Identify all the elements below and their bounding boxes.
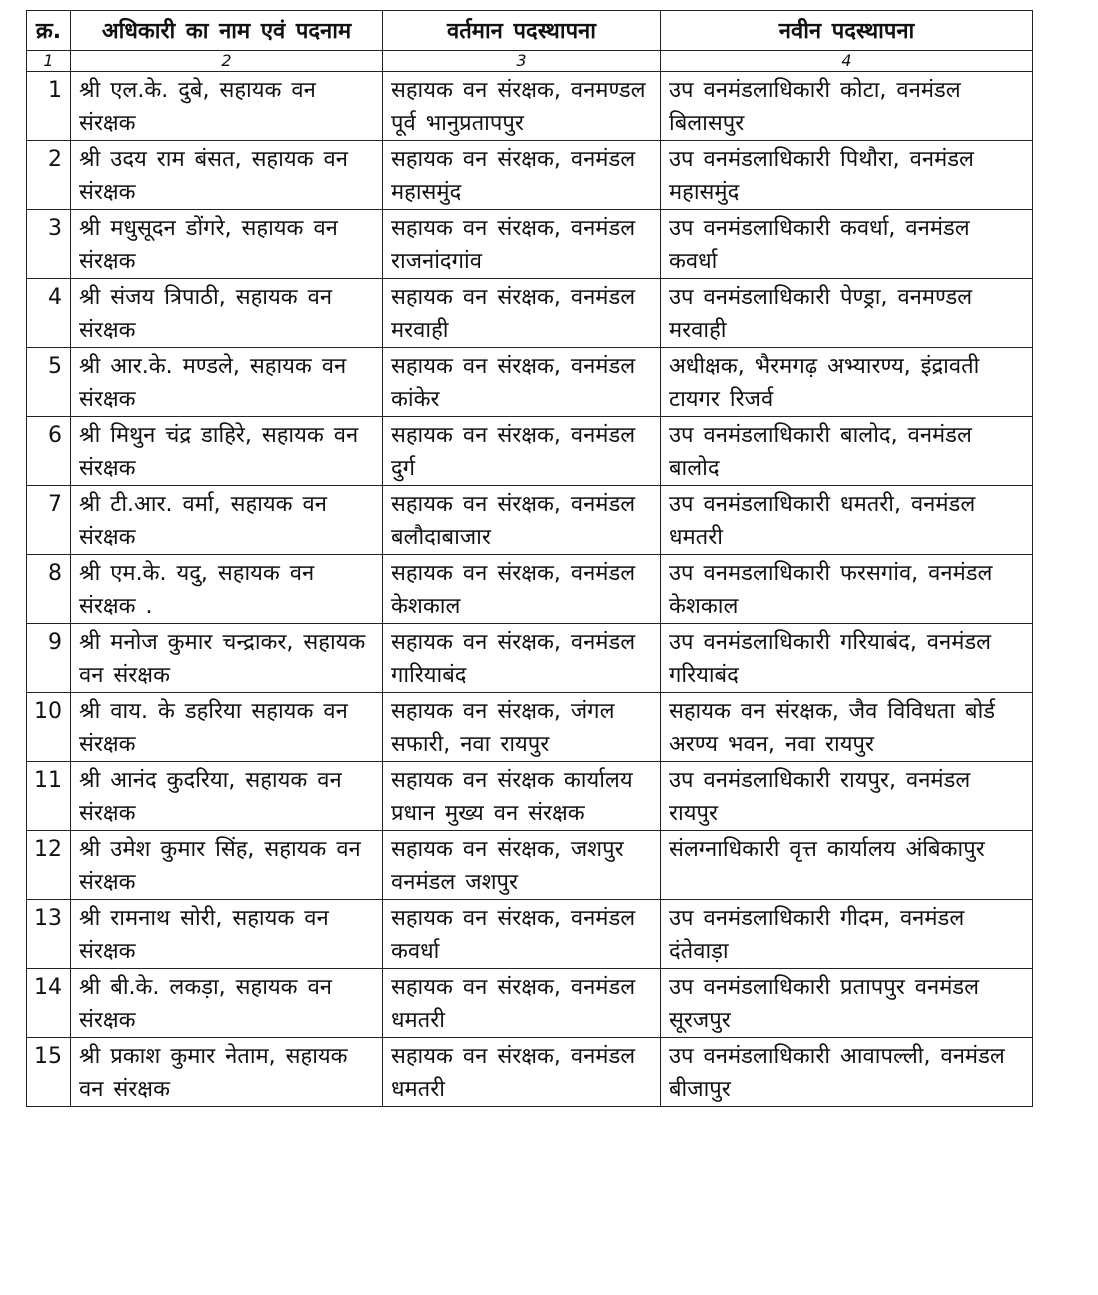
officer-name: श्री रामनाथ सोरी, सहायक वन संरक्षक xyxy=(71,900,383,969)
new-posting: उप वनमंडलाधिकारी प्रतापपुर वनमंडल सूरजपुर xyxy=(661,969,1033,1038)
serial-number: 13 xyxy=(27,900,71,969)
officer-name: श्री एल.के. दुबे, सहायक वन संरक्षक xyxy=(71,72,383,141)
table-row xyxy=(27,72,1033,141)
serial-number: 8 xyxy=(27,555,71,624)
table-row xyxy=(27,900,1033,969)
officer-name: श्री टी.आर. वर्मा, सहायक वन संरक्षक xyxy=(71,486,383,555)
serial-number: 5 xyxy=(27,348,71,417)
column-number: 3 xyxy=(383,51,661,72)
current-posting: सहायक वन संरक्षक, वनमंडल राजनांदगांव xyxy=(383,210,661,279)
serial-number: 2 xyxy=(27,141,71,210)
header-new-posting: नवीन पदस्थापना xyxy=(661,11,1033,51)
column-number: 2 xyxy=(71,51,383,72)
officer-name: श्री आनंद कुदरिया, सहायक वन संरक्षक xyxy=(71,762,383,831)
serial-number: 4 xyxy=(27,279,71,348)
officer-name: श्री प्रकाश कुमार नेताम, सहायक वन संरक्षक xyxy=(71,1038,383,1107)
current-posting: सहायक वन संरक्षक, वनमंडल कांकेर xyxy=(383,348,661,417)
current-posting: सहायक वन संरक्षक, वनमंडल धमतरी xyxy=(383,969,661,1038)
current-posting: सहायक वन संरक्षक, वनमण्डल पूर्व भानुप्रतापपुर xyxy=(383,72,661,141)
current-posting: सहायक वन संरक्षक, वनमंडल दुर्ग xyxy=(383,417,661,486)
table-row xyxy=(27,969,1033,1038)
officer-name: श्री मनोज कुमार चन्द्राकर, सहायक वन संरक्षक xyxy=(71,624,383,693)
table-header xyxy=(27,11,1033,72)
table-row xyxy=(27,693,1033,762)
new-posting: उप वनमंडलाधिकारी गरियाबंद, वनमंडल गरियाबंद xyxy=(661,624,1033,693)
officer-name: श्री उदय राम बंसत, सहायक वन संरक्षक xyxy=(71,141,383,210)
new-posting: उप वनमडलाधिकारी फरसगांव, वनमंडल केशकाल xyxy=(661,555,1033,624)
column-number: 4 xyxy=(661,51,1033,72)
serial-number: 15 xyxy=(27,1038,71,1107)
current-posting: सहायक वन संरक्षक, वनमंडल महासमुंद xyxy=(383,141,661,210)
new-posting: सहायक वन संरक्षक, जैव विविधता बोर्ड अरण्य भवन, नवा रायपुर xyxy=(661,693,1033,762)
current-posting: सहायक वन संरक्षक, वनमंडल कवर्धा xyxy=(383,900,661,969)
column-number: 1 xyxy=(27,51,71,72)
officer-name: श्री मिथुन चंद्र डाहिरे, सहायक वन संरक्षक xyxy=(71,417,383,486)
new-posting: उप वनमंडलाधिकारी पिथौरा, वनमंडल महासमुंद xyxy=(661,141,1033,210)
serial-number: 11 xyxy=(27,762,71,831)
table-row xyxy=(27,762,1033,831)
new-posting: उप वनमंडलाधिकारी गीदम, वनमंडल दंतेवाड़ा xyxy=(661,900,1033,969)
new-posting: संलग्नाधिकारी वृत्त कार्यालय अंबिकापुर xyxy=(661,831,1033,900)
header-current-posting: वर्तमान पदस्थापना xyxy=(383,11,661,51)
new-posting: अधीक्षक, भैरमगढ़ अभ्यारण्य, इंद्रावती टायगर रिजर्व xyxy=(661,348,1033,417)
table-row xyxy=(27,279,1033,348)
serial-number: 10 xyxy=(27,693,71,762)
serial-number: 7 xyxy=(27,486,71,555)
serial-number: 14 xyxy=(27,969,71,1038)
table-row xyxy=(27,210,1033,279)
officer-name: श्री संजय त्रिपाठी, सहायक वन संरक्षक xyxy=(71,279,383,348)
header-officer-name: अधिकारी का नाम एवं पदनाम xyxy=(71,11,383,51)
serial-number: 3 xyxy=(27,210,71,279)
serial-number: 6 xyxy=(27,417,71,486)
new-posting: उप वनमंडलाधिकारी रायपुर, वनमंडल रायपुर xyxy=(661,762,1033,831)
current-posting: सहायक वन संरक्षक कार्यालय प्रधान मुख्य वन संरक्षक xyxy=(383,762,661,831)
table-row xyxy=(27,348,1033,417)
current-posting: सहायक वन संरक्षक, वनमंडल धमतरी xyxy=(383,1038,661,1107)
table-row xyxy=(27,624,1033,693)
officer-name: श्री वाय. के डहरिया सहायक वन संरक्षक xyxy=(71,693,383,762)
current-posting: सहायक वन संरक्षक, वनमंडल बलौदाबाजार xyxy=(383,486,661,555)
current-posting: सहायक वन संरक्षक, वनमंडल गारियाबंद xyxy=(383,624,661,693)
officer-name: श्री मधुसूदन डोंगरे, सहायक वन संरक्षक xyxy=(71,210,383,279)
officer-name: श्री आर.के. मण्डले, सहायक वन संरक्षक xyxy=(71,348,383,417)
officer-name: श्री एम.के. यदु, सहायक वन संरक्षक . xyxy=(71,555,383,624)
table-row xyxy=(27,555,1033,624)
table-row xyxy=(27,141,1033,210)
header-serial: क्र. xyxy=(27,11,71,51)
column-number-row xyxy=(27,51,1033,72)
officer-name: श्री बी.के. लकड़ा, सहायक वन संरक्षक xyxy=(71,969,383,1038)
header-row xyxy=(27,11,1033,51)
transfer-order-page xyxy=(26,10,1032,1107)
new-posting: उप वनमंडलाधिकारी पेण्ड्रा, वनमण्डल मरवाही xyxy=(661,279,1033,348)
new-posting: उप वनमंडलाधिकारी बालोद, वनमंडल बालोद xyxy=(661,417,1033,486)
new-posting: उप वनमंडलाधिकारी कवर्धा, वनमंडल कवर्धा xyxy=(661,210,1033,279)
table-row xyxy=(27,486,1033,555)
new-posting: उप वनमंडलाधिकारी आवापल्ली, वनमंडल बीजापुर xyxy=(661,1038,1033,1107)
serial-number: 9 xyxy=(27,624,71,693)
current-posting: सहायक वन संरक्षक, वनमंडल केशकाल xyxy=(383,555,661,624)
serial-number: 1 xyxy=(27,72,71,141)
current-posting: सहायक वन संरक्षक, वनमंडल मरवाही xyxy=(383,279,661,348)
table-body xyxy=(27,72,1033,1107)
transfer-table xyxy=(26,10,1033,1107)
current-posting: सहायक वन संरक्षक, जशपुर वनमंडल जशपुर xyxy=(383,831,661,900)
current-posting: सहायक वन संरक्षक, जंगल सफारी, नवा रायपुर xyxy=(383,693,661,762)
new-posting: उप वनमंडलाधिकारी धमतरी, वनमंडल धमतरी xyxy=(661,486,1033,555)
new-posting: उप वनमंडलाधिकारी कोटा, वनमंडल बिलासपुर xyxy=(661,72,1033,141)
officer-name: श्री उमेश कुमार सिंह, सहायक वन संरक्षक xyxy=(71,831,383,900)
table-row xyxy=(27,1038,1033,1107)
serial-number: 12 xyxy=(27,831,71,900)
table-row xyxy=(27,417,1033,486)
table-row xyxy=(27,831,1033,900)
